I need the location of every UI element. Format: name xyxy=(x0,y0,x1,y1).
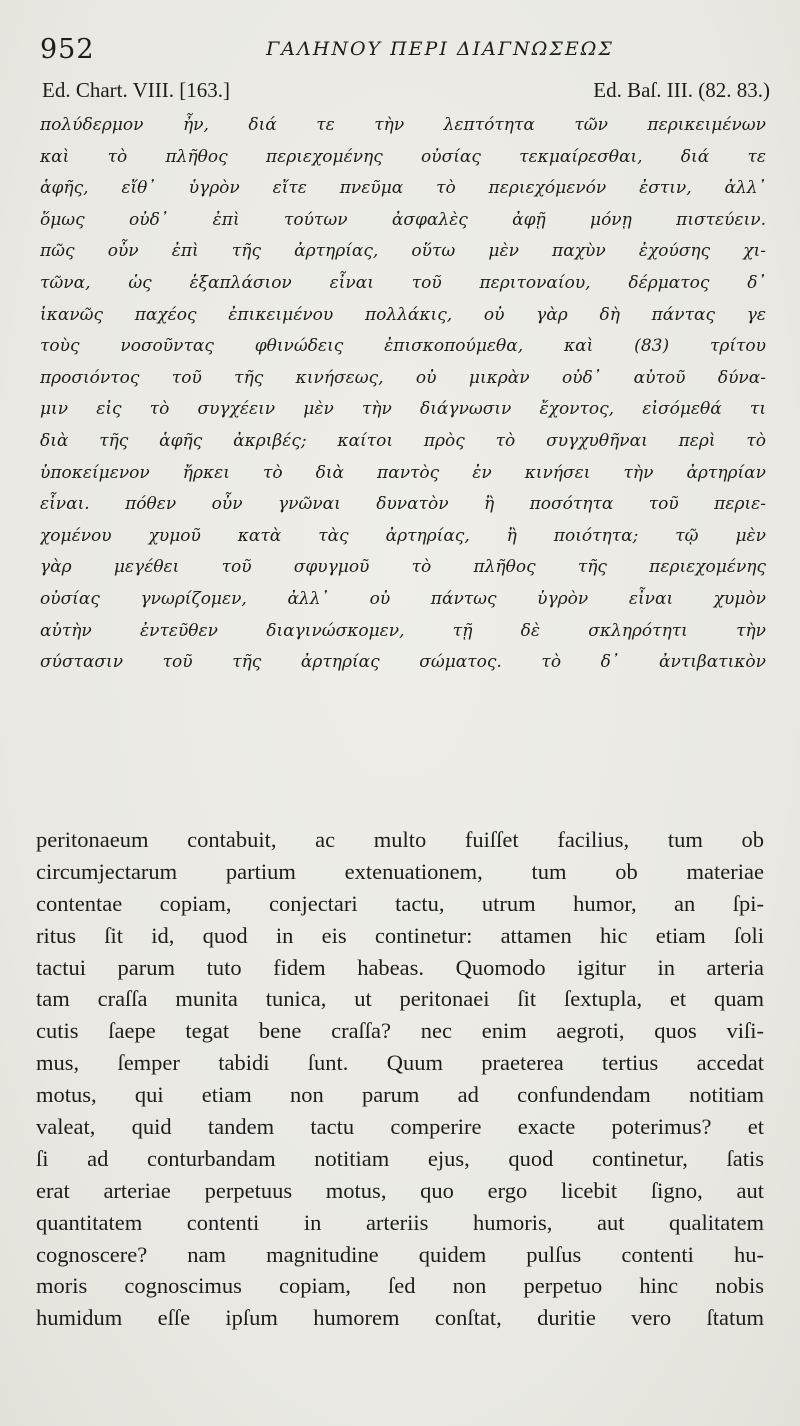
latin-line: valeat, quid tandem tactu comperire exacte poterimus? et xyxy=(36,1114,764,1140)
latin-line: moris cognoscimus copiam, ſed non perpetuo hinc nobis xyxy=(36,1273,764,1299)
greek-line: τῶνα, ὡς ἑξαπλάσιον εἶναι τοῦ περιτοναίου, δέρματος δ᾽ xyxy=(40,272,766,293)
greek-line: προσιόντος τοῦ τῆς κινήσεως, οὐ μικρὰν οὐδ᾽ αὐτοῦ δύνα- xyxy=(40,367,766,388)
latin-line: circumjectarum partium extenuationem, tum ob materiae xyxy=(36,858,764,884)
greek-line: διὰ τῆς ἁφῆς ἀκριβές; καίτοι πρὸς τὸ συγχυθῆναι περὶ τὸ xyxy=(40,430,766,451)
edition-ref-chartier: Ed. Chart. VIII. [163.] xyxy=(42,78,230,102)
greek-line: ὑποκείμενον ἤρκει τὸ διὰ παντὸς ἐν κινήσει τὴν ἀρτηρίαν xyxy=(40,462,766,483)
greek-line: τοὺς νοσοῦντας φθινώδεις ἐπισκοπούμεθα, καὶ (83) τρίτου xyxy=(40,336,766,357)
greek-line: μιν εἰς τὸ συγχέειν μὲν τὴν διάγνωσιν ἔχοντος, εἰσόμεθά τι xyxy=(40,399,766,420)
greek-line: γὰρ μεγέθει τοῦ σφυγμοῦ τὸ πλῆθος τῆς περιεχομένης xyxy=(40,557,766,578)
greek-line: ἁφῆς, εἴθ᾽ ὑγρὸν εἴτε πνεῦμα τὸ περιεχόμενόν ἐστιν, ἀλλ᾽ xyxy=(40,178,766,199)
greek-line: εἶναι. πόθεν οὖν γνῶναι δυνατὸν ἢ ποσότητα τοῦ περιε- xyxy=(40,494,766,515)
latin-line: humidum eſſe ipſum humorem conſtat, duritie vero ſtatum xyxy=(36,1305,764,1331)
greek-line: αὐτὴν ἐντεῦθεν διαγινώσκομεν, τῇ δὲ σκληρότητι τὴν xyxy=(40,620,766,641)
latin-line: erat arteriae perpetuus motus, quo ergo licebit ſigno, aut xyxy=(36,1177,764,1203)
latin-line: tam craſſa munita tunica, ut peritonaei ſit ſextupla, et quam xyxy=(36,986,764,1012)
edition-ref-basel: Ed. Baſ. III. (82. 83.) xyxy=(593,78,770,102)
latin-line: ritus ſit id, quod in eis continetur: attamen hic etiam ſoli xyxy=(36,922,764,948)
page-header xyxy=(40,34,780,68)
latin-line: cognoscere? nam magnitudine quidem pulſus contenti hu- xyxy=(36,1241,764,1267)
latin-line: quantitatem contenti in arteriis humoris, aut qualitatem xyxy=(36,1209,764,1235)
latin-line: tactui parum tuto fidem habeas. Quomodo igitur in arteria xyxy=(36,954,764,980)
greek-line: ὅμως οὐδ᾽ ἐπὶ τούτων ἀσφαλὲς ἀφῇ μόνῃ πιστεύειν. xyxy=(40,209,766,230)
greek-line: σύστασιν τοῦ τῆς ἀρτηρίας σώματος. τὸ δ᾽ ἀντιβατικὸν xyxy=(40,652,766,673)
latin-line: contentae copiam, conjectari tactu, utrum humor, an ſpi- xyxy=(36,890,764,916)
greek-line: χομένου χυμοῦ κατὰ τὰς ἀρτηρίας, ἢ ποιότητα; τῷ μὲν xyxy=(40,525,766,546)
greek-line: ἱκανῶς παχέος ἐπικειμένου πολλάκις, οὐ γὰρ δὴ πάντας γε xyxy=(40,304,766,325)
greek-line: καὶ τὸ πλῆθος περιεχομένης οὐσίας τεκμαίρεσθαι, διά τε xyxy=(40,146,766,167)
running-title: ΓΑΛΗΝΟΥ ΠΕΡΙ ΔΙΑΓΝΩΣΕΩΣ xyxy=(266,38,614,60)
latin-text-block xyxy=(36,824,764,1334)
greek-line: πολύδερμον ἦν, διά τε τὴν λεπτότητα τῶν περικειμένων xyxy=(40,115,766,135)
latin-line: cutis ſaepe tegat bene craſſa? nec enim aegroti, quos viſi- xyxy=(36,1018,764,1044)
greek-text-block xyxy=(40,110,766,679)
greek-line: οὐσίας γνωρίζομεν, ἀλλ᾽ οὐ πάντως ὑγρὸν εἶναι χυμὸν xyxy=(40,588,766,609)
latin-line: peritonaeum contabuit, ac multo fuiſſet facilius, tum ob xyxy=(36,827,764,852)
latin-line: ſi ad conturbandam notitiam ejus, quod continetur, ſatis xyxy=(36,1145,764,1171)
greek-line: πῶς οὖν ἐπὶ τῆς ἀρτηρίας, οὕτω μὲν παχὺν ἐχούσης χι- xyxy=(40,241,766,262)
edition-references xyxy=(42,78,770,106)
latin-line: motus, qui etiam non parum ad confundendam notitiam xyxy=(36,1082,764,1108)
latin-line: mus, ſemper tabidi ſunt. Quum praeterea tertius accedat xyxy=(36,1050,764,1076)
page-number: 952 xyxy=(40,34,95,65)
